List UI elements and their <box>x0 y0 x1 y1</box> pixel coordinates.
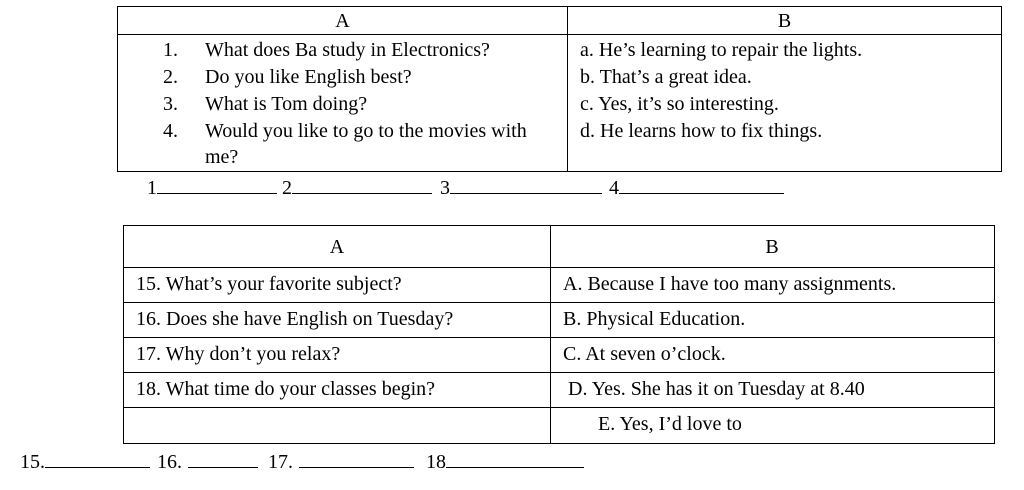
answer-blanks-15 <box>20 449 150 473</box>
answer-blank[interactable] <box>619 175 784 194</box>
question-item: 17. Why don’t you relax? <box>136 343 341 365</box>
column-b-answers <box>568 35 1001 171</box>
question-item: 15. What’s your favorite subject? <box>136 273 402 295</box>
answer-item: D. Yes. She has it on Tuesday at 8.40 <box>568 378 865 400</box>
question-number: 4. <box>163 120 178 142</box>
question-item: 16. Does she have English on Tuesday? <box>136 308 454 330</box>
answer-item: b. That’s a great idea. <box>580 66 752 88</box>
blank-label: 17. <box>268 451 293 473</box>
column-a-header: A <box>118 7 568 35</box>
column-b-header: B <box>568 7 1001 35</box>
answer-blank[interactable] <box>292 175 432 194</box>
answer-item: a. He’s learning to repair the lights. <box>580 39 863 61</box>
answer-blank[interactable] <box>446 449 584 468</box>
question-text: Do you like English best? <box>205 66 412 88</box>
answer-item: E. Yes, I’d love to <box>598 413 742 435</box>
blank-label: 18 <box>426 451 446 473</box>
matching-table-2 <box>123 225 995 444</box>
question-number: 2. <box>163 66 178 88</box>
answer-blanks-1 <box>147 175 277 199</box>
question-text: What does Ba study in Electronics? <box>205 39 490 61</box>
answer-blanks-17 <box>268 449 414 473</box>
answer-blanks-2 <box>282 175 432 199</box>
column-a-questions <box>118 35 568 171</box>
column-b-header: B <box>765 236 779 258</box>
blank-label: 16. <box>157 451 182 473</box>
answer-item: c. Yes, it’s so interesting. <box>580 93 779 115</box>
question-text: What is Tom doing? <box>205 93 368 115</box>
question-text: Would you like to go to the movies with me? <box>205 120 527 168</box>
answer-blank[interactable] <box>188 449 258 468</box>
answer-item: C. At seven o’clock. <box>563 343 726 365</box>
answer-item: d. He learns how to fix things. <box>580 120 823 142</box>
blank-label: 2 <box>282 177 292 199</box>
question-item: 18. What time do your classes begin? <box>136 378 436 400</box>
answer-blank[interactable] <box>45 449 150 468</box>
answer-blanks-16 <box>157 449 258 473</box>
answer-blank[interactable] <box>157 175 277 194</box>
answer-blanks-3 <box>440 175 602 199</box>
question-number: 1. <box>163 39 178 61</box>
blank-label: 1 <box>147 177 157 199</box>
matching-table-1 <box>117 6 1002 172</box>
blank-label: 15. <box>20 451 45 473</box>
answer-blanks-18 <box>426 449 584 473</box>
column-a-header: A <box>329 236 345 258</box>
answer-item: B. Physical Education. <box>563 308 746 330</box>
blank-label: 3 <box>440 177 450 199</box>
row-divider <box>124 407 994 408</box>
answer-item: A. Because I have too many assignments. <box>563 273 897 295</box>
blank-label: 4 <box>609 177 619 199</box>
answer-blank[interactable] <box>450 175 602 194</box>
question-number: 3. <box>163 93 178 115</box>
answer-blank[interactable] <box>299 449 414 468</box>
answer-blanks-4 <box>609 175 784 199</box>
